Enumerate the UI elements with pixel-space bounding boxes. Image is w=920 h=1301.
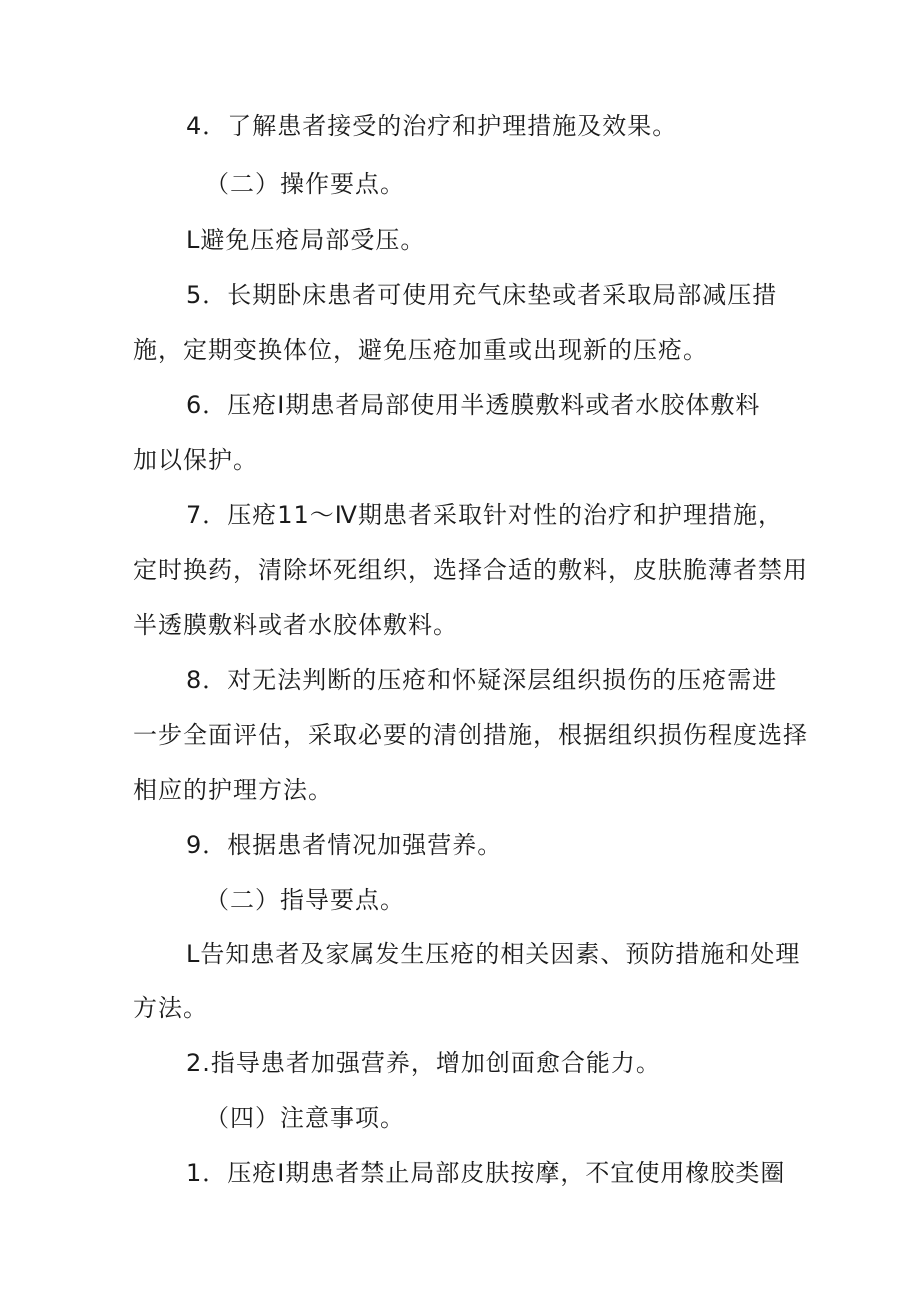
text-line-20: 1．压疮Ⅰ期患者禁止局部皮肤按摩，不宜使用橡胶类圈: [186, 1159, 786, 1187]
section-heading-operation: （二）操作要点。: [205, 170, 405, 198]
text-line-18: 2.指导患者加强营养，增加创面愈合能力。: [186, 1049, 661, 1077]
text-line-12: 一步全面评估，采取必要的清创措施，根据组织损伤程度选择: [133, 721, 808, 749]
text-line-11: 8．对无法判断的压疮和怀疑深层组织损伤的压疮需进: [186, 666, 778, 694]
text-line-17: 方法。: [133, 994, 208, 1022]
text-line-3: L避免压疮局部受压。: [186, 226, 426, 254]
text-line-16: L告知患者及家属发生压疮的相关因素、预防措施和处理: [186, 940, 801, 968]
text-line-14: 9．根据患者情况加强营养。: [186, 831, 503, 859]
section-heading-notes: （四）注意事项。: [205, 1104, 405, 1132]
text-line-10: 半透膜敷料或者水胶体敷料。: [133, 611, 458, 639]
text-line-13: 相应的护理方法。: [133, 776, 333, 804]
text-line-6: 6．压疮Ⅰ期患者局部使用半透膜敷料或者水胶体敷料: [186, 391, 761, 419]
text-line-9: 定时换药，清除坏死组织，选择合适的敷料，皮肤脆薄者禁用: [133, 556, 808, 584]
text-line-8: 7．压疮11～Ⅳ期患者采取针对性的治疗和护理措施，: [186, 501, 783, 529]
text-line-7: 加以保护。: [133, 446, 258, 474]
section-heading-guidance: （二）指导要点。: [205, 886, 405, 914]
text-line-4: 5．长期卧床患者可使用充气床垫或者采取局部减压措: [186, 281, 778, 309]
text-line-5: 施，定期变换体位，避免压疮加重或出现新的压疮。: [133, 336, 708, 364]
text-line-1: 4．了解患者接受的治疗和护理措施及效果。: [186, 112, 678, 140]
